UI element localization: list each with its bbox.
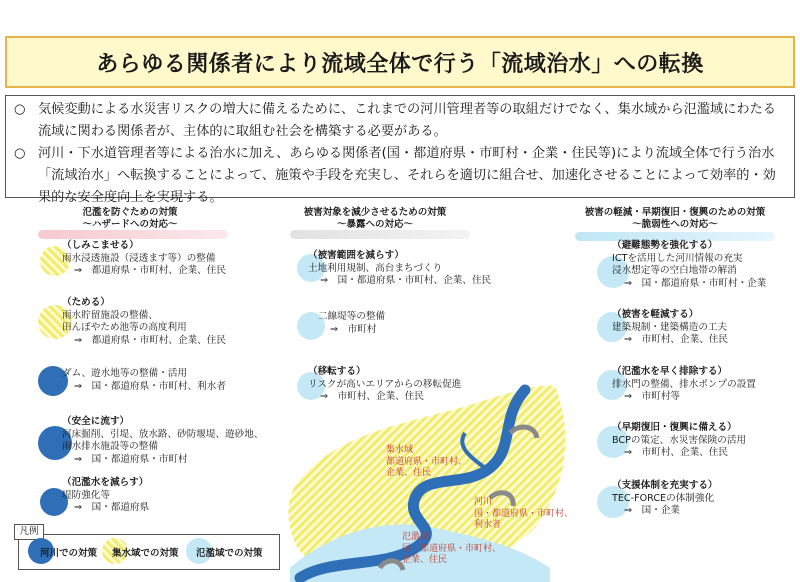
left-item-actors: ⇒ 都道府県・市町村、企業、住民 [74, 334, 226, 346]
center-item-text: 二線堤等の整備 [318, 311, 386, 322]
right-item-text: BCPの策定、水災害保険の活用 [612, 434, 747, 446]
intro-paragraph-2 [14, 143, 786, 209]
right-item-head: （氾濫水を早く排除する） [612, 366, 728, 377]
floodplain-label-actors-1: 国・都道府県・市町村、 [402, 543, 502, 554]
center-item-head: （被害範囲を減らす） [308, 250, 404, 261]
left-item-text: 雨水貯留施設の整備、 [62, 309, 158, 321]
river-label-actors-1: 国・都道府県・市町村、 [474, 508, 574, 519]
right-item-evacuation [612, 240, 766, 290]
right-item-text: 浸水想定等の空白地帯の解消 [612, 265, 737, 276]
intro-text-1: 気候変動による水災害リスクの増大に備えるために、これまでの河川管理者等の取組だけでなく、集水域から氾濫域にわたる流域に関わる関係者が、主体的に取組む社会を構築する必要がある。 [38, 102, 776, 139]
right-item-mitigate [612, 309, 728, 347]
right-item-actors: ⇒ 国・都道府県・市町村・企業 [624, 277, 767, 289]
column-header-center [270, 207, 480, 231]
river-label [474, 497, 573, 532]
center-item-text: 土地利用規制、高台まちづくり [308, 262, 443, 274]
floodplain-label-name: 氾濫域 [402, 532, 430, 542]
column-header-left-title: 氾濫を防ぐための対策 [82, 207, 178, 218]
column-band-left [38, 230, 228, 239]
center-item-actors: ⇒ 市町村、企業、住民 [320, 391, 424, 402]
catchment-label-actors-2: 企業、住民 [386, 468, 432, 478]
bullet-circle: ○ [14, 146, 26, 161]
left-item-text: 田んぼやため池等の高度利用 [62, 322, 187, 333]
column-header-right [560, 207, 790, 231]
right-item-head: （被害を軽減する） [612, 309, 699, 320]
left-item-infiltrate [62, 240, 226, 278]
right-item-actors: ⇒ 国・企業 [624, 505, 681, 516]
right-item-actors: ⇒ 市町村、企業、住民 [624, 334, 728, 345]
left-item-dam [62, 368, 226, 393]
right-item-text: 建築規制・建築構造の工夫 [612, 321, 728, 333]
center-item-actors: ⇒ 国・都道府県・市町村、企業、住民 [320, 275, 492, 286]
left-item-head: （安全に流す） [62, 416, 130, 427]
legend-catchment-label: 集水域での対策 [112, 548, 179, 559]
column-header-right-title: 被害の軽減・早期復旧・復興のための対策 [584, 207, 766, 218]
right-item-head: （早期復旧・復興に備える） [612, 422, 737, 433]
left-item-head: （ためる） [62, 297, 110, 308]
bullet-circle: ○ [14, 102, 26, 117]
center-item-reduce-range [308, 250, 491, 288]
right-item-drain [612, 366, 756, 404]
page-title: あらゆる関係者により流域全体で行う「流域治水」への転換 [5, 36, 795, 88]
catchment-label-actors-1: 都道府県・市町村、 [386, 456, 468, 467]
left-item-head: （氾濫水を減らす） [62, 477, 149, 488]
right-item-actors: ⇒ 市町村、企業、住民 [624, 447, 728, 458]
intro-box [5, 95, 795, 205]
river-label-actors-2: 利水者 [474, 520, 502, 530]
right-item-text: 排水門の整備、排水ポンプの設置 [612, 378, 756, 390]
left-item-actors: ⇒ 都道府県・市町村、企業、住民 [74, 265, 226, 276]
right-item-actors: ⇒ 市町村等 [624, 391, 681, 402]
floodplain-label [402, 532, 501, 567]
column-header-center-subtitle: ～暴露への対応～ [336, 219, 413, 230]
right-item-head: （避難態勢を強化する） [612, 240, 718, 251]
left-item-reduce-flood [62, 477, 149, 515]
right-item-head: （支援体制を充実する） [612, 480, 718, 491]
column-header-left-subtitle: ～ハザードへの対応～ [82, 219, 178, 230]
right-item-recovery [612, 422, 746, 460]
column-header-left [30, 207, 230, 231]
floodplain-label-actors-2: 企業、住民 [402, 555, 448, 565]
left-item-text: 堤防強化等 [62, 489, 110, 501]
left-item-text: 雨水排水施設等の整備 [62, 441, 158, 452]
left-item-text: 河床掘削、引堤、放水路、砂防堰堤、遊砂地、 [62, 428, 264, 440]
right-item-text: TEC-FORCEの体制強化 [612, 492, 715, 504]
left-item-flow-safely [62, 416, 263, 466]
left-item-text: 雨水浸透施設（浸透ます等）の整備 [62, 252, 216, 264]
catchment-label-name: 集水域 [386, 445, 414, 455]
legend-river-label: 河川での対策 [40, 548, 98, 559]
center-item-head: （移転する） [308, 366, 366, 377]
center-item-actors: ⇒ 市町村 [330, 323, 377, 335]
legend-tag: 凡例 [14, 524, 44, 540]
left-item-actors: ⇒ 国・都道府県・市町村、利水者 [74, 380, 226, 392]
left-item-store [62, 297, 226, 347]
left-item-actors: ⇒ 国・都道府県 [74, 502, 150, 513]
left-item-actors: ⇒ 国・都道府県・市町村 [74, 453, 188, 465]
left-item-head: （しみこませる） [62, 240, 139, 251]
right-item-support [612, 480, 718, 518]
column-band-center [290, 230, 470, 239]
column-header-right-subtitle: ～脆弱性への対応～ [632, 219, 718, 230]
center-item-relocate [308, 366, 461, 404]
intro-text-2: 河川・下水道管理者等による治水に加え、あらゆる関係者(国・都道府県・市町村・企業・住民等)により流域全体で行う治水「流域治水」へ転換することによって、施策や手段を充実し、それらを適切に組合せ、加速化させることによって効率的・効果的な安全度向上を実現する。 [38, 146, 776, 205]
center-item-secondary-levee [318, 311, 385, 336]
river-label-name: 河川 [474, 497, 493, 507]
column-header-center-title: 被害対象を減少させるための対策 [303, 207, 447, 218]
center-item-text: リスクが高いエリアからの移転促進 [308, 378, 462, 390]
left-item-text: ダム、遊水地等の整備・活用 [62, 368, 188, 379]
legend-floodplain-label: 氾濫域での対策 [196, 548, 263, 559]
catchment-label [386, 445, 467, 480]
intro-paragraph-1 [14, 99, 786, 143]
right-item-text: ICTを活用した河川情報の充実 [612, 252, 743, 264]
